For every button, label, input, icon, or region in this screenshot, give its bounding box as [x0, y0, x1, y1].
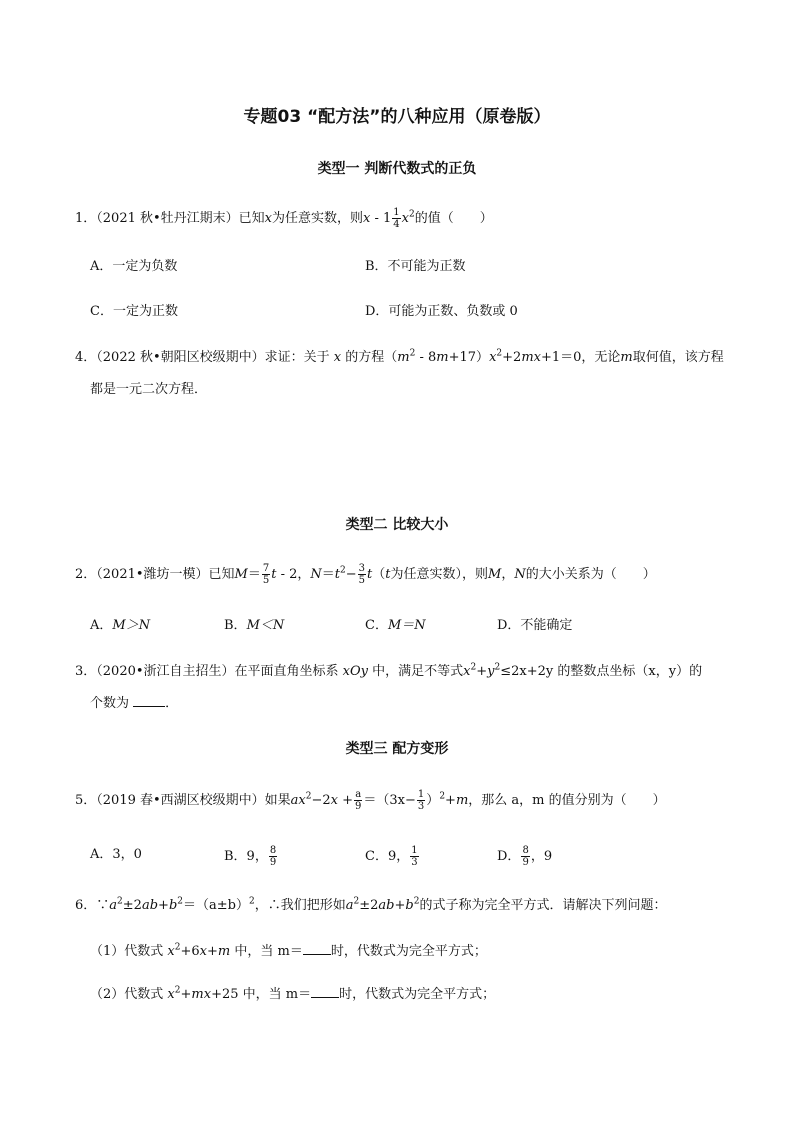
q5-frac2-num: 1 [417, 789, 425, 800]
q6-p2-text: 中，当 m＝ [242, 987, 312, 1002]
section-heading-3: 类型三 配方变形 [345, 741, 449, 757]
q5-option-c-num: 1 [411, 845, 418, 856]
q6-p2-label: （2）代数式 [90, 987, 164, 1002]
q6-text1: ＝（a±b） [183, 898, 249, 913]
q5-option-d-den: 9 [522, 857, 529, 868]
q2-text1: - 2， [276, 567, 311, 582]
q5-option-b-num: 8 [269, 845, 277, 856]
q5-text2: ） [426, 793, 440, 808]
q3-answer-blank[interactable] [133, 694, 165, 707]
q4-text4: +2 [502, 350, 522, 365]
question-5: 5．（2019 春•西湖区校级期中）如果$ax^2-2x$ + $\frac{a}{9}$ ＝（3x− $\frac{1}{3}$ ）$^2$+m，那么 a，m 的值分别为（ ） [75, 789, 666, 812]
q2-eq: ＝ [247, 567, 261, 582]
q5-option-c[interactable] [365, 845, 420, 868]
q2-option-b-label: B． [224, 618, 247, 633]
question-4-line2: 都是一元二次方程． [90, 382, 208, 397]
section-heading-1: 类型一 判断代数式的正负 [317, 161, 477, 177]
q2-option-a[interactable] [90, 616, 150, 636]
q1-suffix: 的值（ ） [414, 211, 493, 226]
q5-fraction-1 [354, 789, 362, 812]
q5-option-b-fraction [269, 845, 277, 868]
q6-p2-answer-blank[interactable] [311, 985, 339, 998]
q1-fraction [392, 207, 400, 230]
q1-frac-num: 1 [393, 207, 400, 218]
q1-option-c[interactable]: C．一定为正数 [90, 304, 178, 319]
q3-inequality: ≤2x+2y [500, 664, 554, 679]
q3-line2-text: 个数为 [90, 696, 130, 711]
q6-p2-suffix: 时，代数式为完全平方式； [339, 987, 496, 1002]
q6-text2: ，∴我们把形如 [254, 898, 346, 913]
q5-frac1-num: a [355, 789, 362, 800]
q5-option-c-den: 3 [411, 857, 418, 868]
q1-minus: - 1 [370, 211, 392, 226]
q2-fraction-1 [262, 563, 270, 586]
q1-option-a[interactable]: A．一定为负数 [90, 259, 178, 274]
q2-option-a-math: M＞N [112, 618, 151, 633]
q5-prefix: 5．（2019 春•西湖区校级期中）如果 [75, 793, 291, 808]
question-6: 6．$\because a^2\pm 2ab+b^2=(a\pm b)^2$，∴我们把形如$a^2\pm 2ab+b^2$的式子称为完全平方式．请解决下列问题： [75, 896, 667, 913]
q2-prefix: 2．（2021•潍坊一模）已知 [75, 567, 235, 582]
q5-option-b[interactable] [224, 845, 278, 868]
q6-because: 6．∵ [75, 898, 110, 913]
q5-option-b-den: 9 [269, 857, 277, 868]
q3-suffix: 的整数点坐标（x，y）的 [557, 664, 703, 679]
q2-frac1-den: 5 [262, 575, 270, 586]
q4-text5: +1＝0，无论 [540, 350, 621, 365]
q5-option-c-fraction [410, 845, 418, 868]
q5-option-d-tail: ，9 [530, 849, 553, 864]
q5-text1: ＝（3x [363, 793, 406, 808]
q5-option-d[interactable] [497, 845, 552, 868]
q1-prefix: 1．（2021 秋•牡丹江期末）已知 [75, 211, 265, 226]
q2-frac2-num: 3 [358, 563, 366, 574]
q2-text4: 为任意实数），则 [390, 567, 489, 582]
q2-option-c-label: C． [365, 618, 388, 633]
q1-text: 为任意实数，则 [272, 211, 364, 226]
q5-frac2-den: 3 [417, 801, 425, 812]
q2-option-b-math: M＜N [246, 618, 285, 633]
q5-option-d-fraction [521, 845, 529, 868]
q2-frac1-num: 7 [262, 563, 270, 574]
q2-option-a-label: A． [90, 618, 113, 633]
page-title: 专题03 “配方法”的八种应用（原卷版） [243, 107, 551, 127]
q4-text2: - 8 [415, 350, 437, 365]
q6-p1-suffix: 时，代数式为完全平方式； [330, 944, 487, 959]
q4-suffix: 取何值，该方程 [632, 350, 724, 365]
q5-suffix: ，那么 a，m 的值分别为（ ） [468, 793, 666, 808]
q5-frac1-den: 9 [355, 801, 362, 812]
q2-option-c[interactable] [365, 616, 426, 636]
question-6-part-2: （2）代数式 $x^2+mx+25$ 中，当 m＝ 时，代数式为完全平方式； [90, 985, 496, 1002]
q5-option-c-label: C．9， [365, 849, 410, 864]
section-heading-2: 类型二 比较大小 [345, 517, 449, 533]
q5-option-d-num: 8 [522, 845, 529, 856]
question-4: 4．（2022 秋•朝阳区校级期中）求证：关于 x 的方程$(m^2 - 8m+17)x^2+2mx+1=0$，无论m取何值，该方程 [75, 348, 724, 365]
question-6-part-1: （1）代数式 $x^2+6x+m$ 中，当 m＝ 时，代数式为完全平方式； [90, 942, 487, 959]
q6-p1-label: （1）代数式 [90, 944, 164, 959]
q5-option-d-label: D． [497, 849, 521, 864]
q6-p1-answer-blank[interactable] [303, 942, 331, 955]
q2-text5: ， [501, 567, 515, 582]
q5-fraction-2 [417, 789, 425, 812]
q1-option-b[interactable]: B．不可能为正数 [365, 259, 466, 274]
q2-text2: ＝ [321, 567, 335, 582]
q3-prefix: 3．（2020•浙江自主招生）在平面直角坐标系 [75, 664, 339, 679]
question-2: 2．（2021•潍坊一模）已知M＝ $\frac{7}{5}$ t - 2，$N=t^2-$ $\frac{3}{5}$ t（t为任意实数），则M，N的大小关系为（ ） [75, 563, 656, 586]
q2-option-b[interactable] [224, 616, 284, 636]
q2-fraction-2 [358, 563, 366, 586]
q1-frac-den: 4 [393, 219, 400, 230]
q4-prefix: 4．（2022 秋•朝阳区校级期中）求证：关于 [75, 350, 330, 365]
q6-p1-text: 中，当 m＝ [234, 944, 303, 959]
q2-option-d[interactable]: D．不能确定 [497, 618, 573, 633]
question-3: 3．（2020•浙江自主招生）在平面直角坐标系 xOy 中，满足不等式$x^2+y^2\le 2x+2y$ 的整数点坐标（x，y）的 [75, 662, 703, 679]
q2-suffix: 的大小关系为（ ） [525, 567, 656, 582]
q4-text3: +17） [448, 350, 490, 365]
q6-text3: 的式子称为完全平方式．请解决下列问题： [419, 898, 667, 913]
q5-option-b-label: B．9， [224, 849, 268, 864]
q4-text1: 的方程（ [345, 350, 398, 365]
question-3-line2: 个数为 ． [90, 696, 179, 711]
question-1: 1．（2021 秋•牡丹江期末）已知x为任意实数，则x - 1 $\frac{1}{4}$ $x^2$的值（ ） [75, 207, 493, 230]
q2-option-c-math: M＝N [387, 618, 426, 633]
q2-frac2-den: 5 [358, 575, 366, 586]
q2-text3: （ [372, 567, 386, 582]
q1-option-d[interactable]: D．可能为正数、负数或 0 [365, 304, 518, 319]
q3-text1: 中，满足不等式 [372, 664, 464, 679]
q5-option-a[interactable]: A．3，0 [90, 847, 142, 862]
